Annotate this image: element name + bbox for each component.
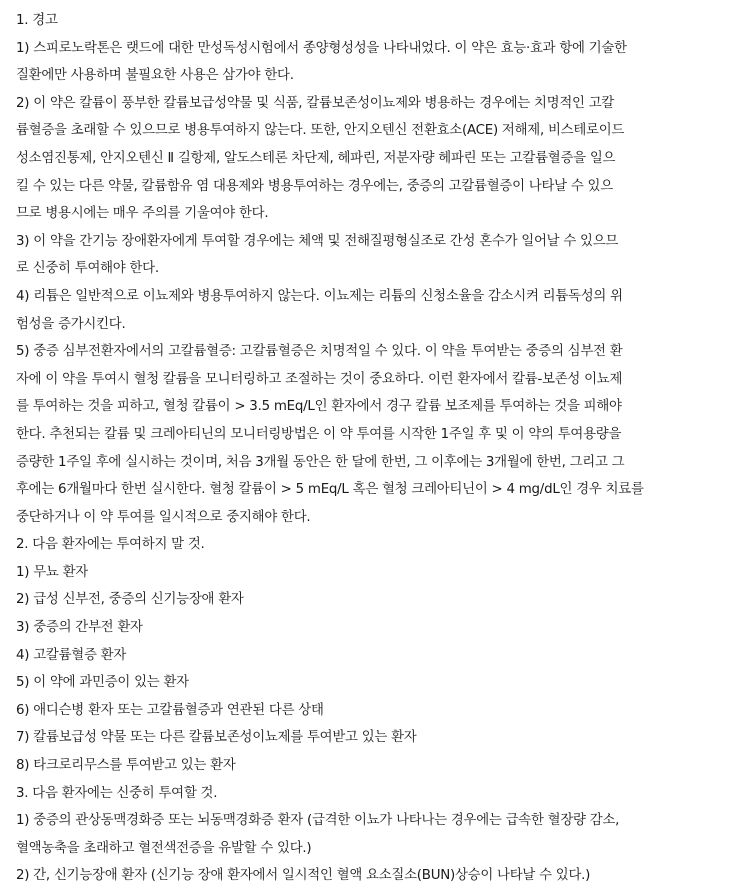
list-item: 1) 무뇨 환자	[16, 564, 88, 580]
text-line: 므로 병용시에는 매우 주의를 기울여야 한다.	[16, 206, 269, 222]
text-line: 2) 간, 신기능장애 환자 (신기능 장애 환자에서 일시적인 혈액 요소질소(BUN)상승이 나타날 수 있다.)	[16, 868, 591, 884]
section-heading-warning: 1. 경고	[16, 13, 58, 28]
text-line: 4) 리튬은 일반적으로 이뇨제와 병용투여하지 않는다. 이뇨제는 리튬의 신청소율을 감소시켜 리튬독성의 위	[16, 288, 623, 304]
text-line: 중단하거나 이 약 투여를 일시적으로 중지해야 한다.	[16, 509, 311, 525]
list-item: 7) 칼륨보급성 약물 또는 다른 칼륨보존성이뇨제를 투여받고 있는 환자	[16, 730, 417, 746]
text-line: 증량한 1주일 후에 실시하는 것이며, 처음 3개월 동안은 한 달에 한번, 그 이후에는 3개월에 한번, 그리고 그	[16, 454, 625, 470]
text-line: 3) 이 약을 간기능 장애환자에게 투여할 경우에는 체액 및 전해질평형실조로 간성 혼수가 일어날 수 있으므	[16, 233, 619, 249]
text-line: 륨혈증을 초래할 수 있으므로 병용투여하지 않는다. 또한, 안지오텐신 전환효소(ACE) 저해제, 비스테로이드	[16, 123, 625, 139]
text-line: 로 신중히 투여해야 한다.	[16, 261, 159, 277]
section-heading-contraindications: 2. 다음 환자에는 투여하지 말 것.	[16, 537, 205, 553]
list-item: 5) 이 약에 과민증이 있는 환자	[16, 675, 189, 691]
text-line: 성소염진통제, 안지오텐신 Ⅱ 길항제, 알도스테론 차단제, 헤파린, 저분자량 헤파린 또는 고칼륨혈증을 일으	[16, 150, 616, 166]
list-item: 4) 고칼륨혈증 환자	[16, 647, 127, 663]
text-line: 1) 스피로노락톤은 랫드에 대한 만성독성시험에서 종양형성성을 나타내었다. 이 약은 효능·효과 항에 기술한	[16, 40, 627, 56]
list-item: 8) 타크로리무스를 투여받고 있는 환자	[16, 758, 236, 774]
section-heading-caution: 3. 다음 환자에는 신중히 투여할 것.	[16, 785, 218, 801]
list-item: 2) 급성 신부전, 중증의 신기능장애 환자	[16, 592, 244, 608]
list-item: 6) 애디슨병 환자 또는 고칼륨혈증과 연관된 다른 상태	[16, 702, 324, 718]
text-line: 한다. 추천되는 칼륨 및 크레아티닌의 모니터링방법은 이 약 투여를 시작한 1주일 후 및 이 약의 투여용량을	[16, 426, 622, 442]
text-line: 2) 이 약은 칼륨이 풍부한 칼륨보급성약물 및 식품, 칼륨보존성이뇨제와 병용하는 경우에는 치명적인 고칼	[16, 95, 615, 111]
text-line: 1) 중증의 관상동맥경화증 또는 뇌동맥경화증 환자 (급격한 이뇨가 나타나는 경우에는 급속한 혈장량 감소,	[16, 813, 620, 829]
text-line: 킬 수 있는 다른 약물, 칼륨함유 염 대용제와 병용투여하는 경우에는, 중증의 고칼륨혈증이 나타날 수 있으	[16, 178, 613, 194]
text-line: 후에는 6개월마다 한번 실시한다. 혈청 칼륨이 > 5 mEq/L 혹은 혈청 크레아티닌이 > 4 mg/dL인 경우 치료를	[16, 482, 644, 498]
text-line: 질환에만 사용하며 불필요한 사용은 삼가야 한다.	[16, 68, 294, 84]
text-line: 를 투여하는 것을 피하고, 혈청 칼륨이 > 3.5 mEq/L인 환자에서 경구 칼륨 보조제를 투여하는 것을 피해야	[16, 399, 622, 415]
text-line: 험성을 증가시킨다.	[16, 316, 126, 332]
text-line: 자에 이 약을 투여시 혈청 칼륨을 모니터링하고 조절하는 것이 중요하다. 이런 환자에서 칼륨-보존성 이뇨제	[16, 371, 623, 387]
list-item: 3) 중증의 간부전 환자	[16, 620, 143, 636]
text-line: 혈액농축을 초래하고 혈전색전증을 유발할 수 있다.)	[16, 840, 312, 856]
text-line: 5) 중증 심부전환자에서의 고칼륨혈증: 고칼륨혈증은 치명적일 수 있다. 이 약을 투여받는 중증의 심부전 환	[16, 344, 623, 360]
